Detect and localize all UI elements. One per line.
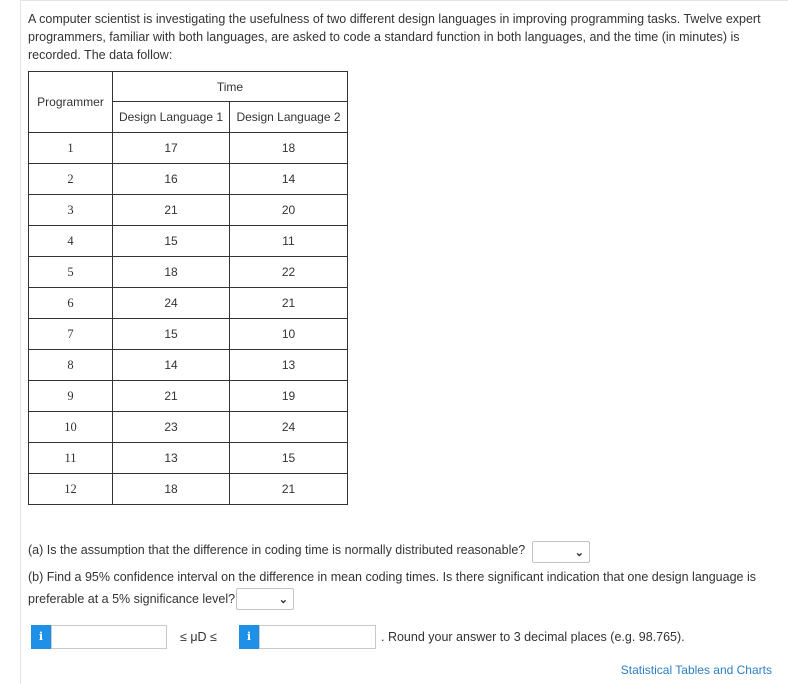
cell-lang2: 19	[230, 381, 348, 412]
cell-programmer: 6	[29, 288, 113, 319]
cell-programmer: 7	[29, 319, 113, 350]
cell-lang2: 15	[230, 443, 348, 474]
cell-lang2: 21	[230, 288, 348, 319]
cell-lang1: 21	[113, 195, 230, 226]
cell-lang1: 23	[113, 412, 230, 443]
rounding-note: . Round your answer to 3 decimal places (e.g. 98.765).	[381, 630, 685, 644]
header-language-1: Design Language 1	[113, 102, 230, 133]
info-icon[interactable]: i	[239, 625, 259, 649]
cell-programmer: 11	[29, 443, 113, 474]
cell-lang2: 10	[230, 319, 348, 350]
table-row	[29, 257, 348, 288]
cell-lang1: 21	[113, 381, 230, 412]
cell-lang1: 18	[113, 257, 230, 288]
lower-bound-input[interactable]	[51, 625, 167, 649]
question-b-line-1: (b) Find a 95% confidence interval on the difference in mean coding times. Is there significant indication that one design language is	[28, 570, 756, 584]
cell-lang2: 18	[230, 133, 348, 164]
cell-lang1: 13	[113, 443, 230, 474]
cell-programmer: 2	[29, 164, 113, 195]
table-row	[29, 288, 348, 319]
cell-programmer: 3	[29, 195, 113, 226]
problem-statement: A computer scientist is investigating the usefulness of two different design languages in improving programming tasks. Twelve expert programmers, familiar with both languages, are asked to code a standard function in both languages, and the time (in minutes) is recorded. The data follow:	[28, 12, 761, 62]
cell-lang1: 16	[113, 164, 230, 195]
table-row	[29, 412, 348, 443]
statistical-tables-link[interactable]: Statistical Tables and Charts	[620, 663, 772, 677]
data-table	[28, 71, 348, 505]
cell-programmer: 9	[29, 381, 113, 412]
table-row	[29, 226, 348, 257]
significance-dropdown[interactable]	[236, 588, 294, 610]
table-row	[29, 474, 348, 505]
header-language-2: Design Language 2	[230, 102, 348, 133]
cell-lang2: 20	[230, 195, 348, 226]
chevron-down-icon: ⌄	[574, 547, 584, 559]
table-row	[29, 133, 348, 164]
normality-dropdown[interactable]	[532, 541, 590, 563]
question-b-line-2: preferable at a 5% significance level?	[28, 592, 236, 606]
table-row	[29, 195, 348, 226]
info-icon[interactable]: i	[31, 625, 51, 649]
cell-programmer: 5	[29, 257, 113, 288]
mu-d-relation: ≤ μD ≤	[180, 630, 217, 644]
cell-lang2: 11	[230, 226, 348, 257]
cell-lang2: 24	[230, 412, 348, 443]
cell-programmer: 4	[29, 226, 113, 257]
table-row	[29, 164, 348, 195]
cell-programmer: 10	[29, 412, 113, 443]
cell-programmer: 12	[29, 474, 113, 505]
cell-lang1: 15	[113, 226, 230, 257]
upper-bound-input[interactable]	[259, 625, 376, 649]
header-programmer: Programmer	[29, 72, 113, 133]
table-row	[29, 350, 348, 381]
table-row	[29, 319, 348, 350]
table-row	[29, 381, 348, 412]
cell-lang1: 18	[113, 474, 230, 505]
cell-programmer: 8	[29, 350, 113, 381]
cell-lang1: 17	[113, 133, 230, 164]
cell-programmer: 1	[29, 133, 113, 164]
chevron-down-icon: ⌄	[278, 594, 288, 606]
cell-lang1: 24	[113, 288, 230, 319]
header-time: Time	[113, 72, 348, 102]
cell-lang2: 22	[230, 257, 348, 288]
cell-lang1: 15	[113, 319, 230, 350]
cell-lang2: 21	[230, 474, 348, 505]
cell-lang2: 14	[230, 164, 348, 195]
question-a: (a) Is the assumption that the difference in coding time is normally distributed reasonable?	[28, 543, 526, 557]
cell-lang1: 14	[113, 350, 230, 381]
cell-lang2: 13	[230, 350, 348, 381]
table-row	[29, 443, 348, 474]
